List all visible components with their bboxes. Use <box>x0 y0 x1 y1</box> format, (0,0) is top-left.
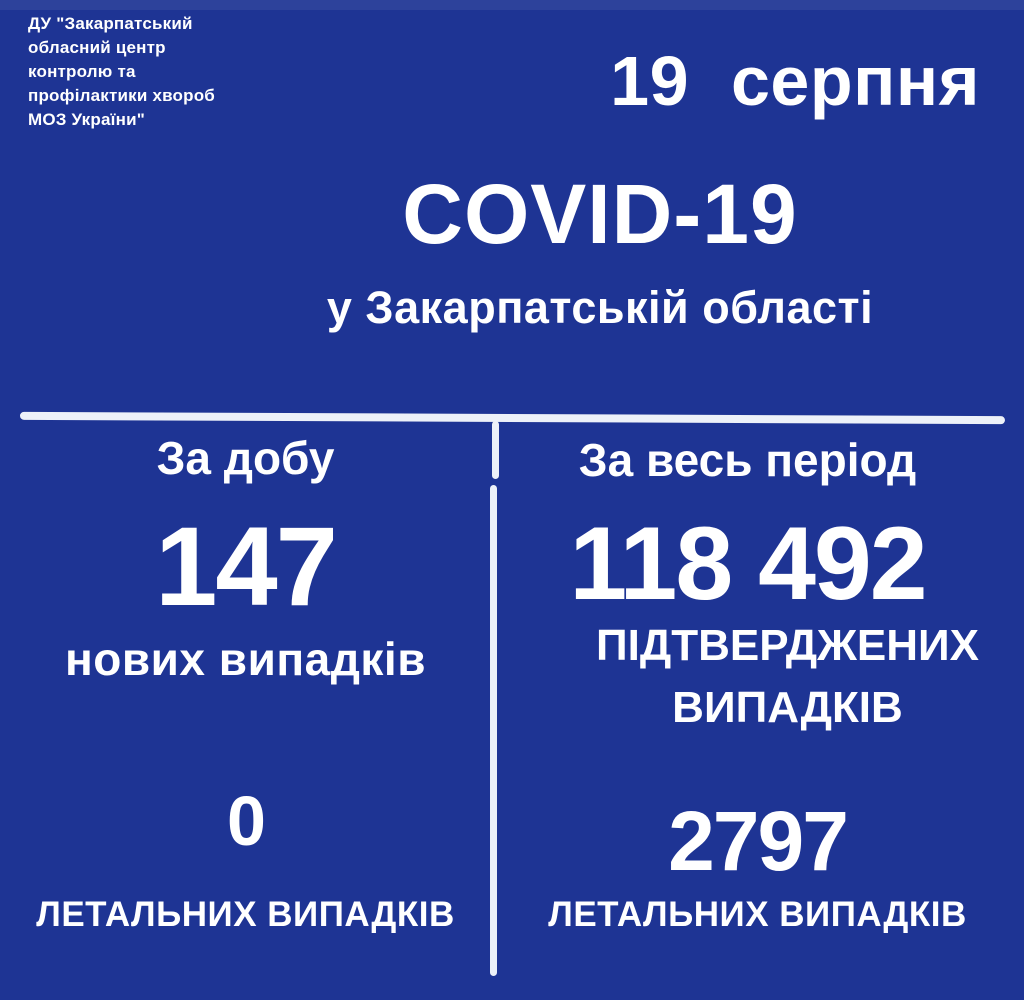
total-deaths-label: ЛЕТАЛЬНИХ ВИПАДКІВ <box>548 895 967 934</box>
total-confirmed-label-line1: ПІДТВЕРДЖЕНИХ <box>596 621 979 670</box>
total-deaths-value: 2797 <box>668 794 847 888</box>
organization-name-line: профілактики хвороб <box>28 86 215 105</box>
organization-name-line: ДУ "Закарпатський <box>28 14 193 33</box>
daily-column-heading: За добу <box>156 432 335 484</box>
daily-deaths-label: ЛЕТАЛЬНИХ ВИПАДКІВ <box>36 895 455 934</box>
poster-subtitle: у Закарпатській області <box>326 282 874 333</box>
total-confirmed-value: 118 492 <box>569 506 926 622</box>
daily-new-cases-label: нових випадків <box>64 633 426 685</box>
daily-deaths-value: 0 <box>227 782 264 860</box>
report-date: 19 серпня <box>610 42 980 120</box>
total-confirmed-label-line2: ВИПАДКІВ <box>672 683 903 732</box>
poster-title: COVID-19 <box>402 167 798 261</box>
horizontal-divider <box>20 412 1005 424</box>
organization-name-line: контролю та <box>28 62 136 81</box>
organization-name-line: обласний центр <box>28 38 166 57</box>
daily-new-cases-value: 147 <box>155 504 336 629</box>
organization-name-line: МОЗ України" <box>28 110 145 129</box>
total-column-heading: За весь період <box>578 434 917 486</box>
